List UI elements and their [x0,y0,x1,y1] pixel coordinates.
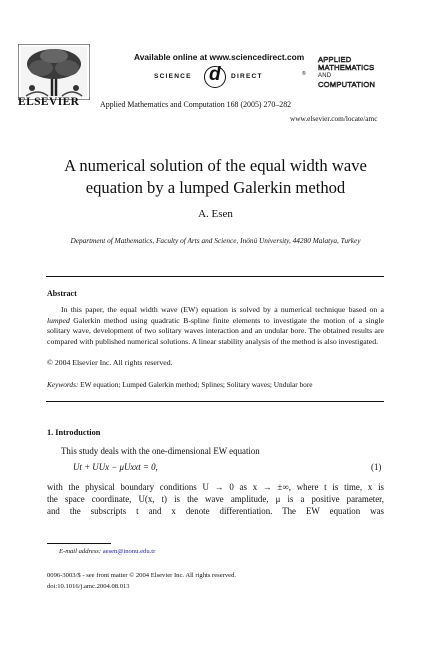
intro-first-line: This study deals with the one-dimensional EW equation [61,446,260,456]
keywords-list: EW equation; Lumped Galerkin method; Splines; Solitary waves; Undular bore [78,380,313,389]
body-line: with the physical boundary conditions U → 0 as x → ±∞, where t is time, x is [47,482,384,492]
body-line: the space coordinate, U(x, t) is the wave amplitude, μ is a positive parameter, [47,494,384,504]
abstract-emphasis: lumped [47,315,70,325]
journal-reference: Applied Mathematics and Computation 168 (2005) 270–282 [100,100,292,109]
sd-left-text: SCIENCE [154,73,192,80]
journal-logo-line: AND [318,73,332,80]
title-line: A numerical solution of the equal width wave [64,156,367,175]
keywords-label: Keywords: [47,380,79,389]
doi-line: doi:10.1016/j.amc.2004.08.013 [47,583,130,590]
abstract-heading: Abstract [47,289,77,298]
journal-logo-line: APPLIED [318,55,352,64]
sciencedirect-logo [154,66,314,88]
elsevier-tree-logo [18,44,90,100]
email-footnote [59,548,155,555]
journal-logo [318,56,375,89]
author-name: A. Esen [198,208,233,220]
sd-d-glyph: d [209,64,221,85]
section-heading: 1. Introduction [47,428,101,437]
abstract-bottom-rule [46,401,384,402]
title-line: equation by a lumped Galerkin method [85,178,346,197]
keywords [47,380,313,389]
journal-logo-line: MATHEMATICS [318,63,375,73]
equation: Ut + UUx − μUxxt = 0, [73,462,158,472]
abstract-copyright: © 2004 Elsevier Inc. All rights reserved. [47,358,173,367]
journal-url-link[interactable]: www.elsevier.com/locate/amc [290,114,378,123]
intro-paragraph [47,481,384,517]
email-link[interactable]: aesen@inonu.edu.tr [101,548,156,555]
abstract-top-rule [46,276,384,277]
article-title [20,155,411,199]
abstract-text [47,305,384,347]
registered-mark: ® [302,71,306,77]
abstract-text-part: In this paper, the equal width wave (EW) equation is solved by a numerical technique based on a [61,305,384,314]
abstract-text-part: Galerkin method using quadratic B-spline finite elements to investigate the motion of a single solitary wave, development of two solitary waves interaction and an undular bore. The obtained results are compared with published numerical solutions. A linear stability analysis of the method is also investigated. [47,315,384,346]
issn-line: 0096-3003/$ - see front matter © 2004 Elsevier Inc. All rights reserved. [47,572,237,579]
publisher-name: ELSEVIER [18,96,80,108]
footnote-rule [47,543,111,544]
author-affiliation: Department of Mathematics, Faculty of Arts and Science, Inönü University, 44280 Malatya, Turkey [70,236,361,245]
email-label: E-mail address: [59,548,102,555]
sd-right-text: DIRECT [231,73,263,80]
journal-logo-line: COMPUTATION [318,79,376,89]
body-line: and the subscripts t and x denote differentiation. The EW equation was [47,506,384,516]
available-online-text: Available online at www.sciencedirect.com [134,52,305,62]
equation-number: (1) [371,462,382,472]
